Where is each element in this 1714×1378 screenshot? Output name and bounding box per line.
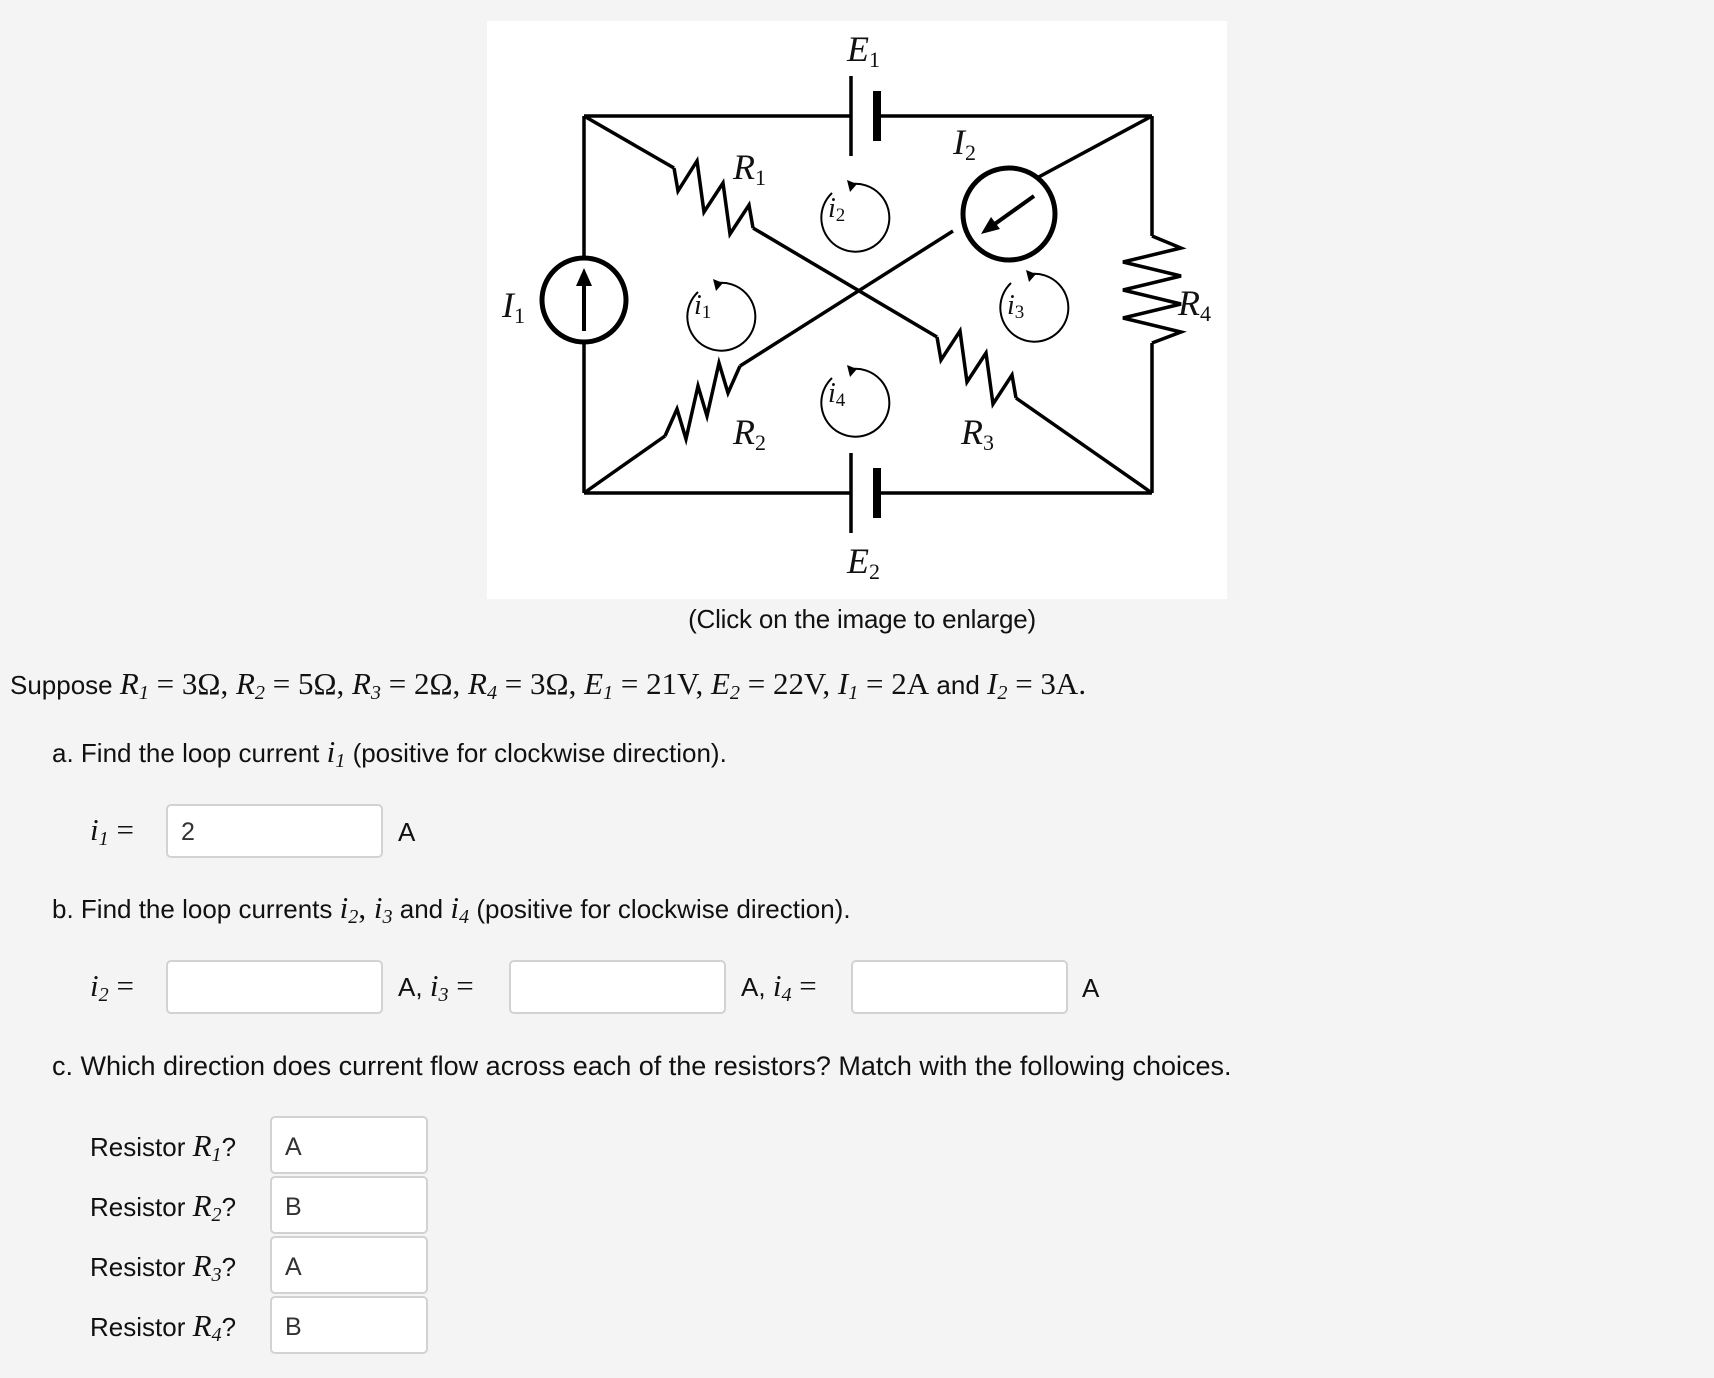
- i4-input[interactable]: [851, 960, 1068, 1014]
- wire-diag-i2-b: [1022, 116, 1152, 186]
- resistor-r2-answer[interactable]: B: [270, 1176, 428, 1234]
- given-values: Suppose $R_1 = 3\Omega$, $R_2 = 5\Omega$, $R_3 = 2\Omega$, $R_4 = 3\Omega$, $E_1 = 21V$, $E_2 = 22V$, $I_1 = 2A$ and $I_2 = 3A$.: [10, 666, 1087, 705]
- i4-label: A, $i_4$ =: [741, 968, 817, 1007]
- figure-caption: (Click on the image to enlarge): [688, 604, 1036, 634]
- label-loop-i3: i3: [1007, 290, 1025, 323]
- i2-input[interactable]: [166, 960, 383, 1014]
- value-r4: 3Ω: [530, 666, 569, 701]
- current-source-i1: [542, 258, 626, 342]
- label-r2: R2: [733, 412, 766, 455]
- label-loop-i1: i1: [694, 290, 712, 323]
- resistor-r2-zigzag: [665, 363, 740, 439]
- and-text: and: [936, 670, 980, 700]
- resistor-r3-row: Resistor $R_3$?: [90, 1248, 237, 1287]
- current-source-i2: [963, 168, 1055, 260]
- part-a-prefix: a. Find the loop current: [52, 738, 320, 768]
- value-r3: 2Ω: [413, 666, 453, 701]
- loop-i2-arrowhead: [847, 180, 857, 192]
- part-b-question: b. Find the loop currents $i_2$, $i_3$ and $i_4$ (positive for clockwise direction).: [52, 890, 851, 929]
- loop-i1-arrowhead: [713, 279, 723, 291]
- resistor-r3-zigzag: [937, 331, 1016, 404]
- label-e2: E2: [847, 541, 880, 584]
- i4-unit: A: [1082, 973, 1100, 1003]
- value-e1: 21V: [646, 666, 696, 701]
- part-b-suffix: (positive for clockwise direction).: [476, 894, 851, 924]
- part-a-suffix: (positive for clockwise direction).: [352, 738, 727, 768]
- resistor-r4-answer[interactable]: B: [270, 1296, 428, 1354]
- loop-i3-arrowhead: [1026, 270, 1036, 282]
- resistor-r3-answer[interactable]: A: [270, 1236, 428, 1294]
- part-a-question: a. Find the loop current $i_1$ (positive for clockwise direction).: [52, 734, 727, 773]
- i1-input[interactable]: 2: [166, 804, 383, 858]
- wire-diag-center-1: [753, 228, 937, 337]
- suppose-text: Suppose: [10, 670, 113, 700]
- label-r1: R1: [733, 147, 766, 190]
- i1-label: $i_1$ =: [90, 812, 134, 851]
- label-i1-source: I1: [502, 285, 525, 328]
- part-b-prefix: b. Find the loop currents: [52, 894, 333, 924]
- resistor-r4-zigzag: [1123, 236, 1181, 343]
- label-i2-source: I2: [953, 122, 976, 165]
- wire-diag-r3-b: [1016, 398, 1152, 493]
- wire-diag-r2-a: [584, 436, 665, 493]
- i1-unit: A: [398, 817, 416, 847]
- i3-label: A, $i_3$ =: [398, 968, 474, 1007]
- label-r4: R4: [1178, 283, 1211, 326]
- label-loop-i2: i2: [828, 193, 846, 226]
- loop-i4-arrowhead: [847, 365, 857, 377]
- value-i1: 2A: [891, 666, 930, 701]
- resistor-r1-row: Resistor $R_1$?: [90, 1128, 237, 1167]
- wire-diag-r1-a: [584, 116, 674, 168]
- part-c-question: c. Which direction does current flow across each of the resistors? Match with the following choices.: [52, 1051, 1232, 1081]
- label-loop-i4: i4: [828, 378, 846, 411]
- circuit-diagram: [487, 21, 1227, 599]
- resistor-r4-row: Resistor $R_4$?: [90, 1308, 237, 1347]
- label-e1: E1: [847, 29, 880, 72]
- i2-label: $i_2$ =: [90, 968, 134, 1007]
- part-b-and: and: [399, 894, 444, 924]
- value-r2: 5Ω: [297, 666, 337, 701]
- resistor-r1-answer[interactable]: A: [270, 1116, 428, 1174]
- circuit-figure[interactable]: [487, 21, 1227, 599]
- value-i2: 3A: [1040, 666, 1079, 701]
- value-e2: 22V: [772, 666, 823, 701]
- resistor-r2-row: Resistor $R_2$?: [90, 1188, 237, 1227]
- label-r3: R3: [961, 412, 994, 455]
- value-r1: 3Ω: [181, 666, 221, 701]
- i3-input[interactable]: [509, 960, 726, 1014]
